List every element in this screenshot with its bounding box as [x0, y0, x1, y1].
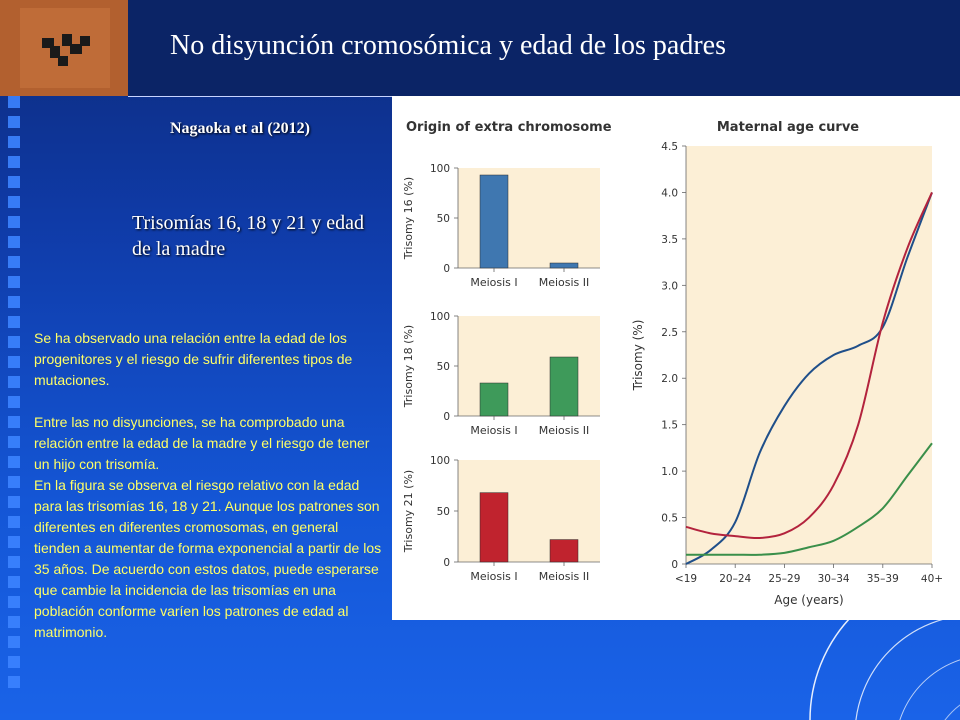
x-tick-label: 20–24	[719, 573, 752, 585]
y-axis-label: Trisomy (%)	[631, 319, 645, 391]
x-axis-label: Age (years)	[774, 593, 844, 607]
y-tick-label: 50	[436, 361, 450, 373]
y-tick-label: 1.5	[661, 419, 678, 432]
decor-square	[8, 256, 20, 268]
y-tick-label: 0.5	[661, 512, 678, 525]
x-tick-label: <19	[674, 573, 698, 585]
x-tick-label: Meiosis II	[538, 570, 590, 583]
decor-square	[8, 656, 20, 668]
bar-panel-bg	[458, 460, 600, 562]
y-tick-label: 0	[443, 557, 450, 569]
bar	[480, 493, 508, 562]
x-tick-label: Meiosis II	[538, 276, 590, 289]
bar	[550, 357, 578, 416]
decor-square	[8, 316, 20, 328]
decor-square	[8, 176, 20, 188]
page-title: No disyunción cromosómica y edad de los padres	[170, 30, 726, 61]
decor-square	[8, 616, 20, 628]
decor-square	[8, 116, 20, 128]
decor-square	[8, 236, 20, 248]
x-tick-label: 40+	[920, 573, 944, 585]
y-axis-label: Trisomy 21 (%)	[402, 469, 415, 553]
y-axis-label: Trisomy 16 (%)	[402, 176, 415, 260]
decor-square	[8, 676, 20, 688]
subtitle: Trisomías 16, 18 y 21 y edad de la madre	[132, 212, 365, 260]
y-tick-label: 3.5	[661, 233, 678, 246]
x-tick-label: Meiosis II	[538, 424, 590, 437]
x-tick-label: Meiosis I	[470, 570, 518, 583]
decor-square	[8, 516, 20, 528]
y-tick-label: 0	[443, 411, 450, 423]
x-tick-label: 30–34	[817, 573, 850, 585]
y-tick-label: 100	[429, 163, 450, 175]
decor-square	[8, 276, 20, 288]
bar-panel-bg	[458, 168, 600, 268]
y-tick-label: 2.0	[661, 373, 678, 386]
decor-square	[8, 556, 20, 568]
x-tick-label: 35–39	[866, 573, 899, 585]
x-tick-label: Meiosis I	[470, 276, 518, 289]
y-tick-label: 2.5	[661, 326, 678, 339]
y-tick-label: 1.0	[661, 466, 678, 479]
y-tick-label: 50	[436, 506, 450, 518]
x-tick-label: Meiosis I	[470, 424, 518, 437]
decor-square	[8, 496, 20, 508]
y-axis-label: Trisomy 18 (%)	[402, 324, 415, 408]
decor-square	[8, 456, 20, 468]
decor-square	[8, 296, 20, 308]
citation: Nagaoka et al (2012)	[170, 120, 310, 137]
y-tick-label: 0	[671, 559, 678, 571]
y-tick-label: 100	[429, 311, 450, 323]
bar-panel-title: Origin of extra chromosome	[406, 120, 612, 135]
line-chart-title: Maternal age curve	[716, 120, 860, 135]
bar	[550, 540, 578, 562]
decor-square	[8, 156, 20, 168]
decor-square	[8, 576, 20, 588]
y-tick-label: 100	[429, 455, 450, 467]
bar	[480, 383, 508, 416]
y-tick-label: 50	[436, 213, 450, 225]
body-text	[34, 328, 384, 643]
paragraph-1: Se ha observado una relación entre la edad de los progenitores y el riesgo de sufrir diferentes tipos de mutaciones.	[34, 330, 353, 388]
decor-square	[8, 216, 20, 228]
decor-square	[8, 376, 20, 388]
decor-square	[8, 636, 20, 648]
decor-square	[8, 336, 20, 348]
decor-square	[8, 356, 20, 368]
decor-square	[8, 396, 20, 408]
decor-square	[8, 476, 20, 488]
decorative-squares	[0, 96, 28, 720]
y-tick-label: 3.0	[661, 280, 678, 293]
decor-square	[8, 596, 20, 608]
header-divider	[128, 96, 392, 97]
decorative-circles	[760, 520, 960, 720]
decor-square	[8, 96, 20, 108]
university-logo	[0, 0, 128, 96]
line-panel-bg	[686, 146, 932, 564]
y-tick-label: 0	[443, 263, 450, 275]
decor-square	[8, 136, 20, 148]
y-tick-label: 4.0	[661, 187, 678, 200]
decor-square	[8, 196, 20, 208]
decor-square	[8, 416, 20, 428]
decor-square	[8, 536, 20, 548]
paragraph-2: Entre las no disyunciones, se ha comprobado una relación entre la edad de la madre y el riesgo de tener un hijo con trisomía.	[34, 414, 370, 472]
y-tick-label: 4.5	[661, 141, 678, 153]
decor-square	[8, 436, 20, 448]
bar-panel-bg	[458, 316, 600, 416]
paragraph-3: En la figura se observa el riesgo relativo con la edad para las trisomías 16, 18 y 21. Aunque los patrones son diferentes en diferentes cromosomas, en general tienden a aumentar de forma exponencial a partir de los 35 años. De acuerdo con estos datos, puede esperarse que cambie la incidencia de las trisomías en una población conforme varíen los patrones de edad al matrimonio.	[34, 477, 382, 640]
x-tick-label: 25–29	[768, 573, 801, 585]
bar	[480, 175, 508, 268]
bar	[550, 263, 578, 268]
